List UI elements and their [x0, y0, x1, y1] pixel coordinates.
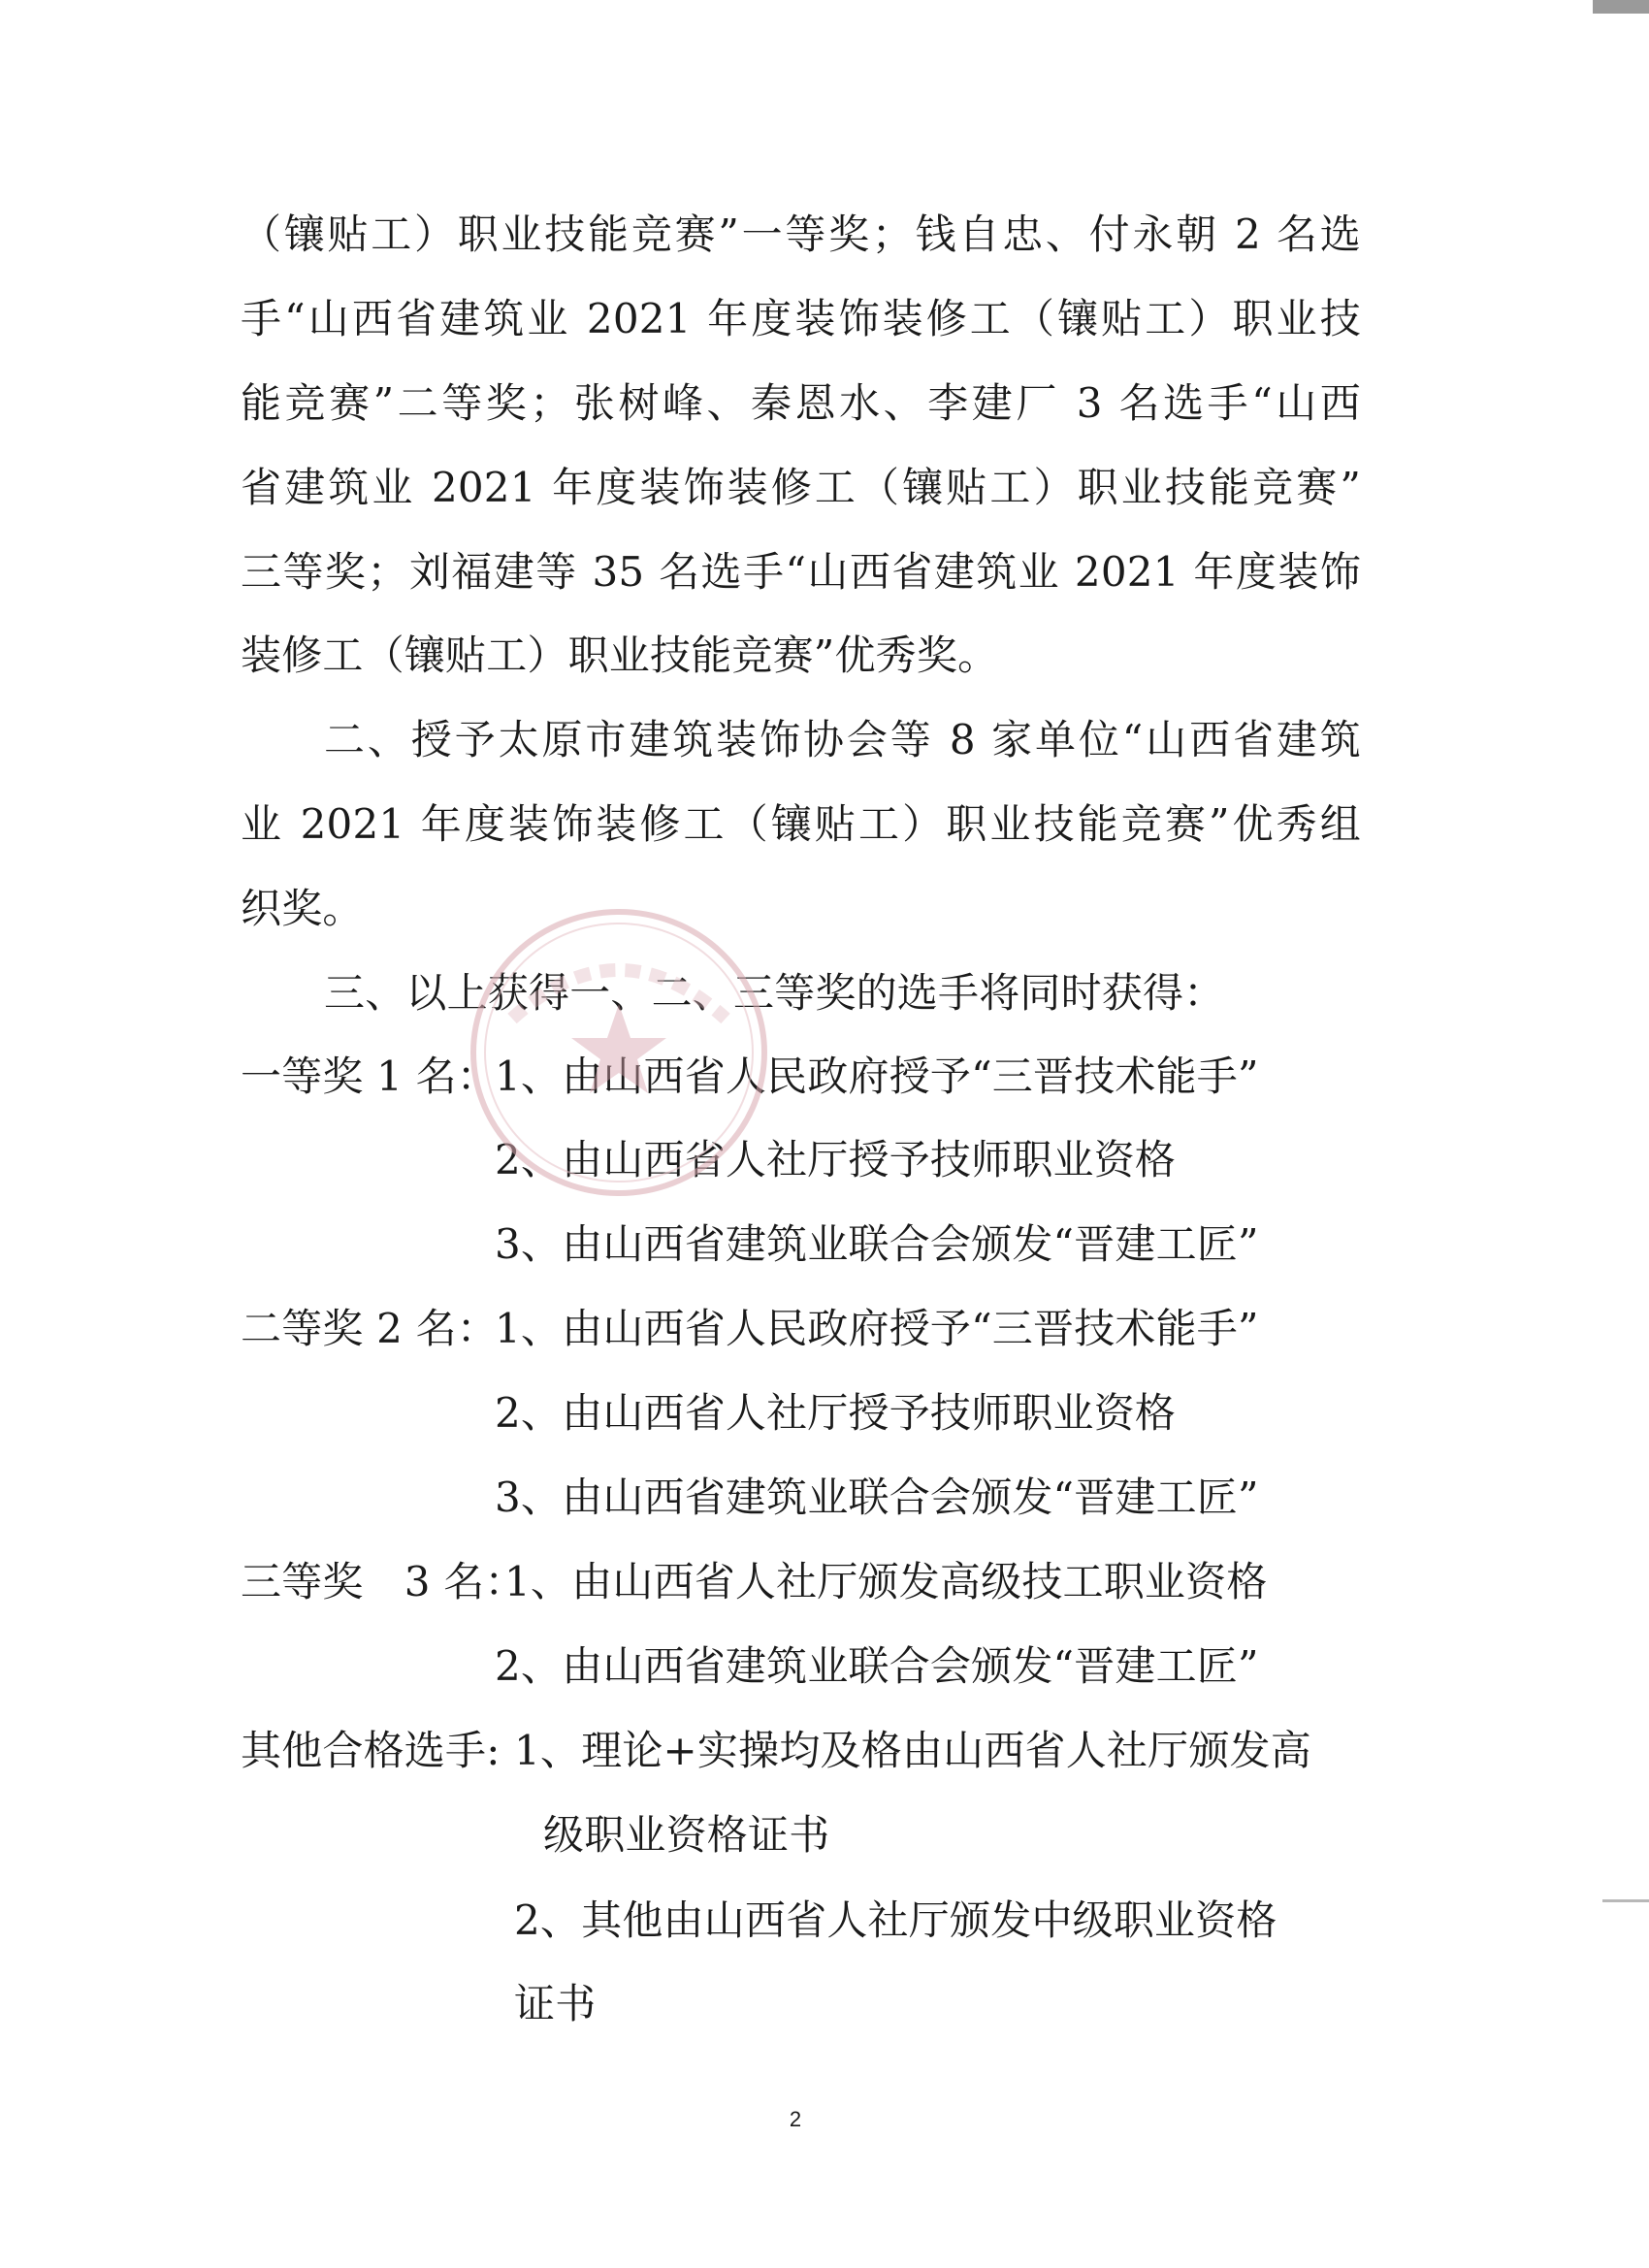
prize-label-other: 其他合格选手: [241, 1727, 501, 1774]
body-line: 手“山西省建筑业 2021 年度装饰装修工（镶贴工）职业技 [241, 295, 1361, 342]
scan-edge-mark [1593, 0, 1649, 14]
scan-edge-mark [1602, 1899, 1649, 1902]
prize-item: 2、由山西省建筑业联合会颁发“晋建工匠” [495, 1642, 1259, 1690]
prize-item: 2、由山西省人社厅授予技师职业资格 [495, 1389, 1177, 1437]
body-line: 三、以上获得一、二、三等奖的选手将同时获得： [324, 969, 1225, 1017]
prize-item: 2、由山西省人社厅授予技师职业资格 [495, 1136, 1177, 1183]
body-line: 二、授予太原市建筑装饰协会等 8 家单位“山西省建筑 [324, 716, 1361, 763]
body-line: （镶贴工）职业技能竞赛”一等奖；钱自忠、付永朝 2 名选 [241, 211, 1361, 258]
body-line: 能竞赛”二等奖；张树峰、秦恩水、李建厂 3 名选手“山西 [241, 379, 1361, 427]
prize-item: 2、其他由山西省人社厅颁发中级职业资格 [514, 1896, 1277, 1944]
prize-item: 证书 [514, 1980, 597, 2027]
body-line: 织奖。 [241, 885, 364, 932]
body-line: 省建筑业 2021 年度装饰装修工（镶贴工）职业技能竞赛” [241, 464, 1361, 511]
prize-item: 1、由山西省人民政府授予“三晋技术能手” [495, 1305, 1259, 1352]
prize-item: 1、由山西省人社厅颁发高级技工职业资格 [504, 1558, 1268, 1605]
prize-item: 1、由山西省人民政府授予“三晋技术能手” [495, 1053, 1259, 1100]
prize-item: 级职业资格证书 [543, 1811, 830, 1859]
body-line: 三等奖；刘福建等 35 名选手“山西省建筑业 2021 年度装饰 [241, 548, 1361, 596]
page-number: 2 [789, 2107, 802, 2131]
prize-item: 1、理论+实操均及格由山西省人社厅颁发高 [514, 1727, 1311, 1774]
prize-label-third: 三等奖 3 名： [241, 1558, 526, 1605]
prize-item: 3、由山西省建筑业联合会颁发“晋建工匠” [495, 1474, 1259, 1521]
prize-label-first: 一等奖 1 名： [241, 1053, 499, 1100]
body-line: 业 2021 年度装饰装修工（镶贴工）职业技能竞赛”优秀组 [241, 800, 1361, 848]
prize-item: 3、由山西省建筑业联合会颁发“晋建工匠” [495, 1220, 1259, 1268]
prize-label-second: 二等奖 2 名： [241, 1305, 499, 1352]
body-line: 装修工（镶贴工）职业技能竞赛”优秀奖。 [241, 632, 999, 679]
